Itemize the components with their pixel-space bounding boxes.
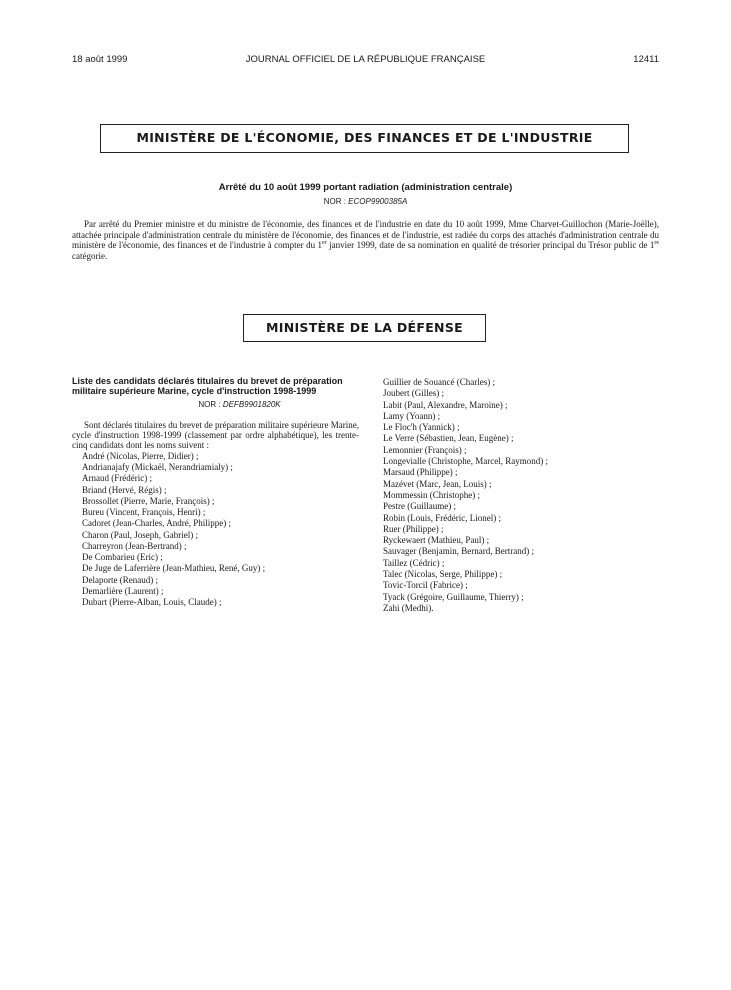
header-journal-title: JOURNAL OFFICIEL DE LA RÉPUBLIQUE FRANÇAISE <box>245 54 486 65</box>
candidate-name: Bureu (Vincent, François, Henri) ; <box>82 507 206 518</box>
arrete-text-part2: janvier 1999, date de sa nomination en qualité de trésorier principal du Trésor public de 1 <box>326 240 655 251</box>
candidate-name: De Juge de Laferrière (Jean-Mathieu, René, Guy) ; <box>82 563 266 574</box>
candidate-name: Andrianajafy (Mickaël, Nerandriamialy) ; <box>82 462 233 473</box>
candidate-list-left <box>72 451 359 609</box>
candidate-name: Ruer (Philippe) ; <box>383 523 444 534</box>
candidate-name: Briand (Hervé, Régis) ; <box>82 484 167 495</box>
candidate-name: Dubart (Pierre-Alban, Louis, Claude) ; <box>82 597 222 608</box>
ministry-defense-heading: MINISTÈRE DE LA DÉFENSE <box>243 314 486 342</box>
candidate-name: Mommessin (Christophe) ; <box>383 489 480 500</box>
candidate-name: Robin (Louis, Frédéric, Lionel) ; <box>383 512 501 523</box>
candidate-name: Marsaud (Philippe) ; <box>383 467 458 478</box>
right-column <box>383 377 663 614</box>
nor-label: NOR : <box>323 197 346 206</box>
nor-code: DEFB9901820K <box>222 399 281 409</box>
nor-reference <box>0 197 731 207</box>
candidate-name: Brossollet (Pierre, Marie, François) ; <box>82 495 215 506</box>
candidate-name: Tovic-Torcil (Fabrice) ; <box>383 580 468 591</box>
superscript-er: er <box>322 240 327 247</box>
candidate-name: De Combarieu (Eric) ; <box>82 552 163 563</box>
candidate-name: Demarlière (Laurent) ; <box>82 585 164 596</box>
arrete-title: Arrêté du 10 août 1999 portant radiation (administration centrale) <box>218 182 513 193</box>
candidate-name: Taillez (Cédric) ; <box>383 557 445 568</box>
candidate-name: Charreyron (Jean-Bertrand) ; <box>82 540 187 551</box>
candidate-name: Le Floc'h (Yannick) ; <box>383 422 460 433</box>
candidate-name: Delaporte (Renaud) ; <box>82 574 158 585</box>
candidate-name: André (Nicolas, Pierre, Didier) ; <box>82 450 199 461</box>
candidate-name: Labit (Paul, Alexandre, Maroine) ; <box>383 399 508 410</box>
candidate-name: Lamy (Yoann) ; <box>383 410 441 421</box>
candidate-name: Guillier de Souancé (Charles) ; <box>383 377 495 387</box>
nor-label: NOR : <box>198 399 221 409</box>
arrete-text-part3: catégorie. <box>72 250 108 261</box>
candidate-name: Pestre (Guillaume) ; <box>383 501 456 512</box>
nor-reference-defense <box>72 400 359 410</box>
header-page-number: 12411 <box>633 54 659 65</box>
nor-code: ECOP9900385A <box>348 197 408 206</box>
arrete-text-part1: Par arrêté du Premier ministre et du ministre de l'économie, des finances et de l'industrie en date du 10 août 1999, Mme Charvet-Guillochon (Marie-Joëlle), attachée principale d'administration centrale du ministère de l'économie, des finances et de l'industrie, est radiée du corps des attachés d'administration centrale du ministère de l'économie, des finances et de l'industrie à compter du 1 <box>72 219 659 251</box>
ministry-economie-heading: MINISTÈRE DE L'ÉCONOMIE, DES FINANCES ET DE L'INDUSTRIE <box>100 124 629 153</box>
candidate-name: Sauvager (Benjamin, Bernard, Bertrand) ; <box>383 546 534 557</box>
candidate-name: Le Verre (Sébastien, Jean, Eugène) ; <box>383 433 514 444</box>
list-title: Liste des candidats déclarés titulaires du brevet de préparation militaire supérieure Marine, cycle d'instruction 1998-1999 <box>72 376 343 396</box>
superscript-re: re <box>654 240 659 247</box>
candidate-name: Arnaud (Frédéric) ; <box>82 473 152 484</box>
candidate-name: Talec (Nicolas, Serge, Philippe) ; <box>383 569 503 580</box>
header-date: 18 août 1999 <box>72 54 128 65</box>
candidate-name: Longevialle (Christophe, Marcel, Raymond) ; <box>383 456 548 467</box>
list-intro: Sont déclarés titulaires du brevet de préparation militaire supérieure Marine, cycle d'instruction 1998-1999 (classement par ordre alphabétique), les trente-cinq candidats dont les noms suivent : <box>72 419 359 451</box>
candidate-name: Mazévet (Marc, Jean, Louis) ; <box>383 478 492 489</box>
candidate-name: Joubert (Gilles) ; <box>383 388 444 399</box>
candidate-name: Zahi (Medhi). <box>383 602 434 613</box>
candidate-name: Charon (Paul, Joseph, Gabriel) ; <box>82 529 198 540</box>
candidate-name: Cadoret (Jean-Charles, André, Philippe) ; <box>82 518 231 529</box>
left-column <box>72 377 359 608</box>
arrete-paragraph <box>72 219 659 261</box>
candidate-list-right <box>383 377 663 614</box>
candidate-name: Lemonnier (François) ; <box>383 444 467 455</box>
candidate-name: Ryckewaert (Mathieu, Paul) ; <box>383 535 490 546</box>
candidate-name: Tyack (Grégoire, Guillaume, Thierry) ; <box>383 591 524 602</box>
